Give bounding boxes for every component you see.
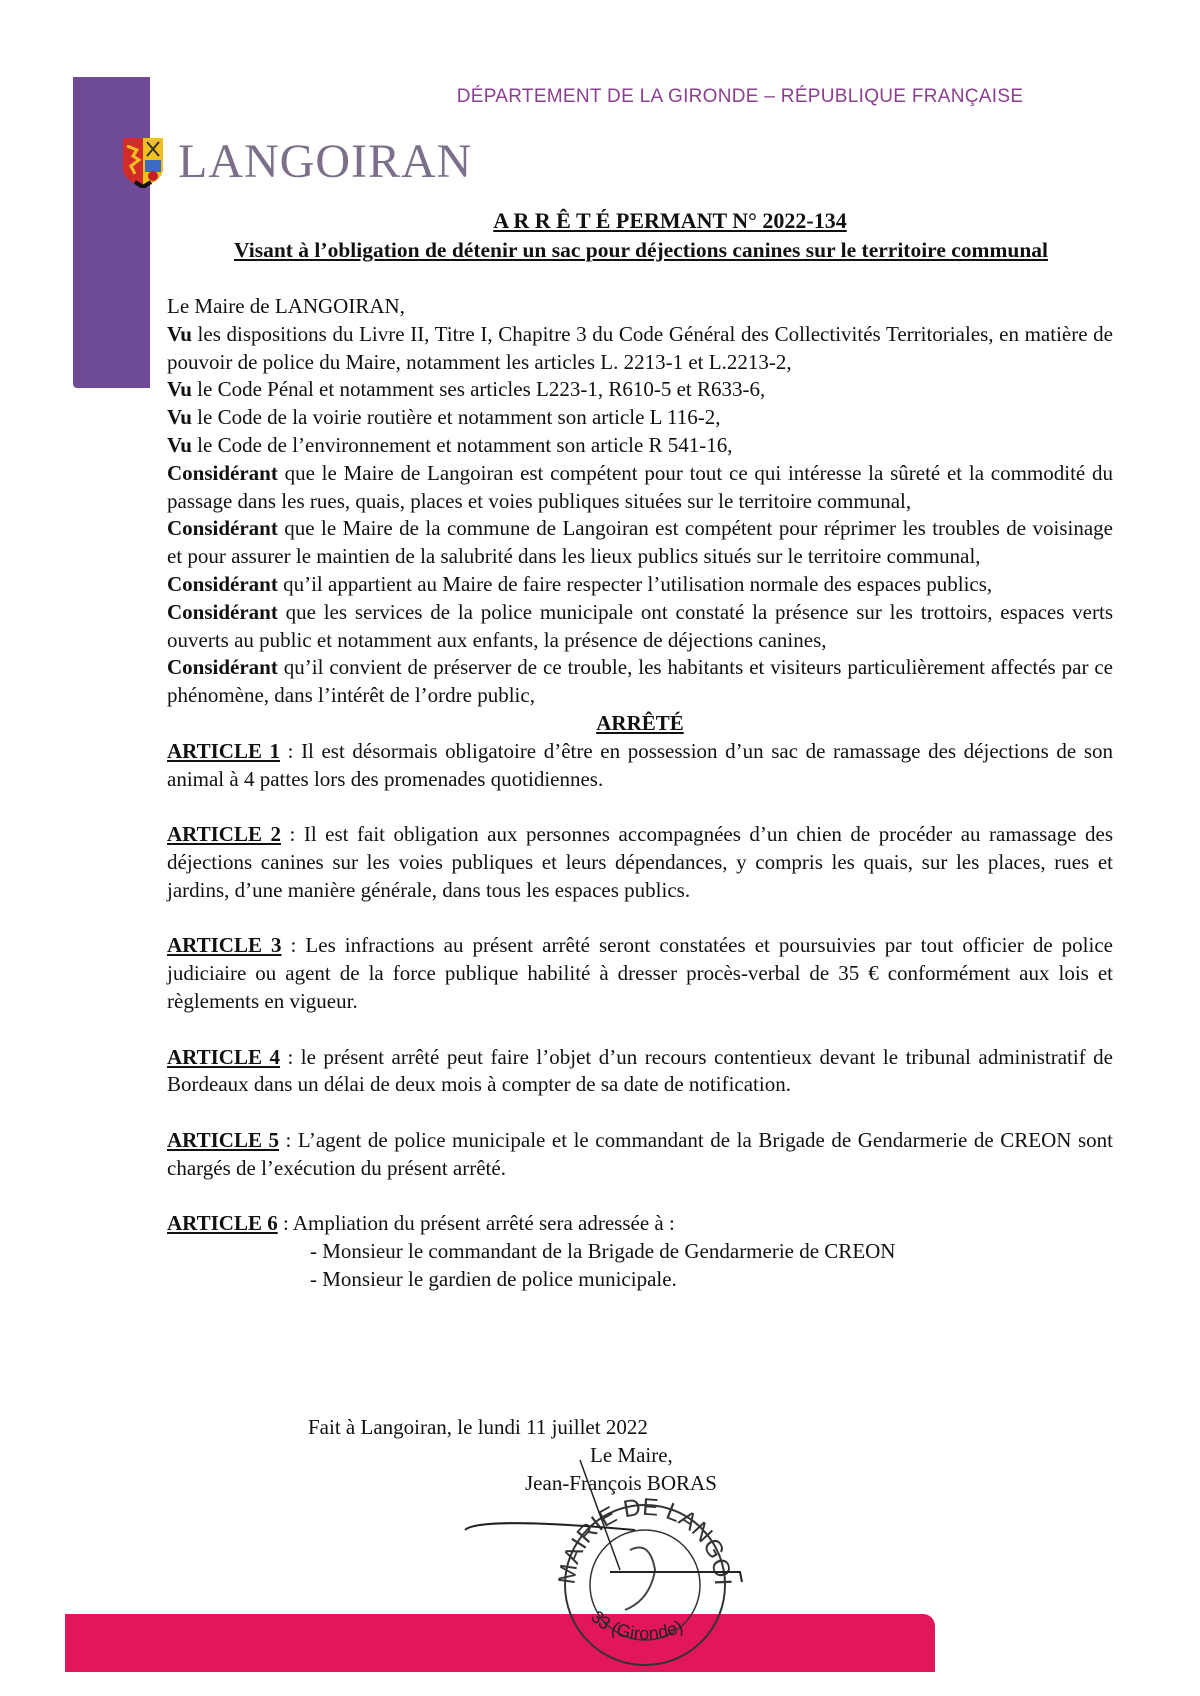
arrete-heading: ARRÊTÉ <box>596 710 684 735</box>
signature-role: Le Maire, <box>590 1443 673 1467</box>
pink-footer-bar <box>65 1614 935 1672</box>
document-title: A R R Ê T É PERMANT N° 2022-134 <box>493 208 847 233</box>
document-subtitle: Visant à l’obligation de détenir un sac pour déjections canines sur le territoire communal <box>234 238 1048 262</box>
preamble-line: Vu le Code Pénal et notamment ses articles L223-1, R610-5 et R633-6, <box>167 377 766 402</box>
preamble-line: Considérant que le Maire de Langoiran est compétent pour tout ce qui intéresse la sûreté et la commodité du passage dans les rues, quais, places et voies publiques situées sur le territoire communal, <box>167 460 1113 513</box>
article-2: ARTICLE 2 : Il est fait obligation aux personnes accompagnées d’un chien de procéder au ramassage des déjections canines sur les voies publiques et leurs dépendances, y compris les quais, sur les places, rues et jardins, d’une manière générale, dans tous les espaces publics. <box>167 822 1114 902</box>
article-3: ARTICLE 3 : Les infractions au présent arrêté seront constatées et poursuivies par tout officier de police judiciaire ou agent de la force publique habilité à dresser procès-verbal de 35 € conformément aux lois et règlements en vigueur. <box>167 933 1113 1013</box>
article-4: ARTICLE 4 : le présent arrêté peut faire l’objet d’un recours contentieux devant le tribunal administratif de Bordeaux dans un délai de deux mois à compter de sa date de notification. <box>167 1044 1114 1097</box>
preamble-line: Vu le Code de l’environnement et notamment son article R 541-16, <box>167 432 733 457</box>
signature-name: Jean-François BORAS <box>525 1471 717 1495</box>
coat-of-arms-icon <box>121 136 165 188</box>
recipient: - Monsieur le commandant de la Brigade de Gendarmerie de CREON <box>310 1239 896 1264</box>
document-body <box>167 293 1113 1294</box>
recipient: - Monsieur le gardien de police municipale. <box>310 1266 677 1291</box>
svg-text:33 (Gironde): 33 (Gironde) <box>586 1606 686 1644</box>
article-5: ARTICLE 5 : L’agent de police municipale et le commandant de la Brigade de Gendarmerie de CREON sont chargés de l’exécution du présent arrêté. <box>167 1127 1113 1180</box>
article-6: ARTICLE 6 : Ampliation du présent arrêté sera adressée à : <box>167 1211 675 1236</box>
preamble-line: Le Maire de LANGOIRAN, <box>167 294 405 318</box>
preamble-line: Vu le Code de la voirie routière et notamment son article L 116-2, <box>167 405 721 430</box>
preamble-line: Considérant qu’il convient de préserver de ce trouble, les habitants et visiteurs particulièrement affectés par ce phénomène, dans l’intérêt de l’ordre public, <box>167 655 1113 708</box>
preamble-line: Vu les dispositions du Livre II, Titre I, Chapitre 3 du Code Général des Collectivités Territoriales, en matière de pouvoir de police du Maire, notamment les articles L. 2213-1 et L.2213-2, <box>167 321 1113 374</box>
preamble-line: Considérant que le Maire de la commune de Langoiran est compétent pour réprimer les troubles de voisinage et pour assurer le maintien de la salubrité dans les lieux publics situés sur le territoire communal, <box>167 516 1113 569</box>
article-1: ARTICLE 1 : Il est désormais obligatoire d’être en possession d’un sac de ramassage des déjections de son animal à 4 pattes lors des promenades quotidiennes. <box>167 738 1113 791</box>
preamble-line: Considérant qu’il appartient au Maire de faire respecter l’utilisation normale des espaces publics, <box>167 571 993 596</box>
svg-text:MAIRIE DE LANGOIRAN: MAIRIE DE LANGOIRAN <box>461 1469 737 1586</box>
signature-place-date: Fait à Langoiran, le lundi 11 juillet 2022 <box>308 1415 648 1439</box>
town-logo-text: LANGOIRAN <box>178 135 473 188</box>
department-header: DÉPARTEMENT DE LA GIRONDE – RÉPUBLIQUE FRANÇAISE <box>456 86 1024 107</box>
preamble-line: Considérant que les services de la police municipale ont constaté la présence sur les trottoirs, espaces verts ouverts au public et notamment aux enfants, la présence de déjections canines, <box>167 599 1113 652</box>
